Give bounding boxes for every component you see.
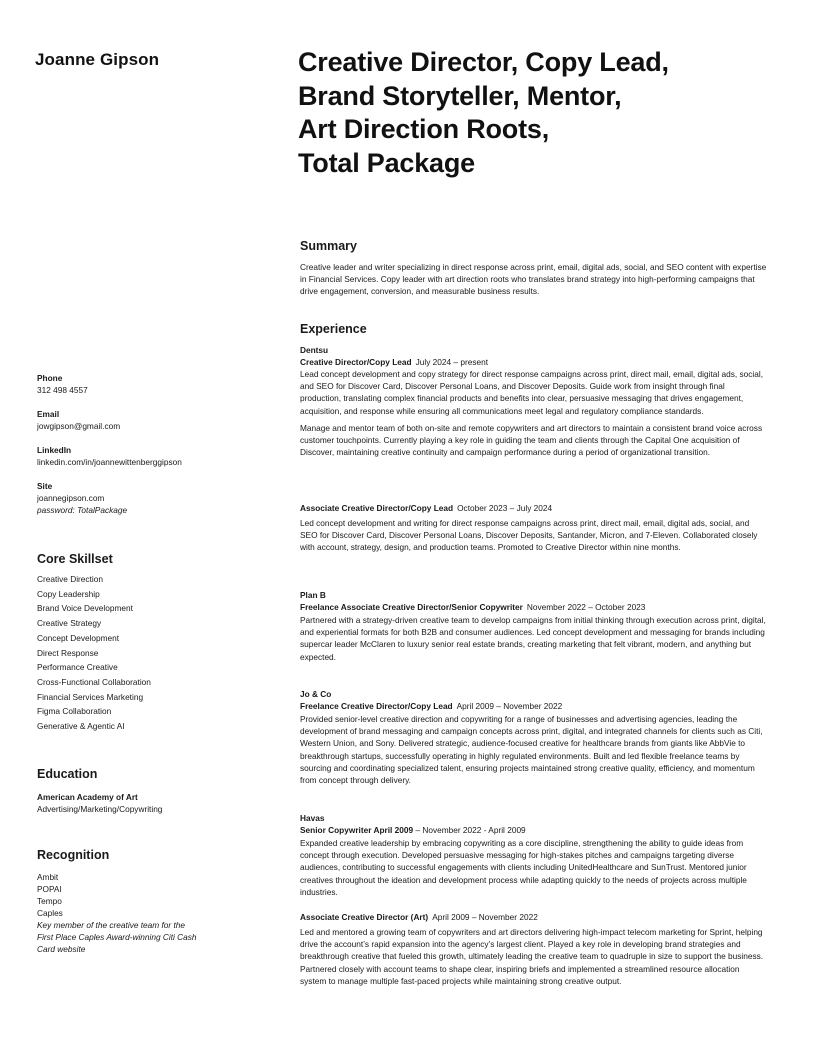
headline-line: Brand Storyteller, Mentor, bbox=[298, 80, 622, 111]
company-name: Plan B bbox=[300, 590, 326, 600]
linkedin-label: LinkedIn bbox=[37, 445, 72, 455]
headline-line: Creative Director, Copy Lead, bbox=[298, 47, 669, 77]
role-description: Expanded creative leadership by embracing copywriting as a core discipline, strengthening the ability to guide ideas from concept through execution. Developed persuasive messaging for high-stakes pitches and campaigns targeting diverse audiences, contributing to successful engagements with clients including UnitedHealthcare and SunTrust. Mentored junior creatives throughout the ideation and development process while adapting quickly to the needs of projects across multiple industries. bbox=[300, 838, 747, 897]
skill-item: Brand Voice Development bbox=[37, 603, 133, 614]
award-item: Tempo bbox=[37, 896, 62, 906]
education-heading: Education bbox=[37, 767, 98, 781]
summary-text: Creative leader and writer specializing in direct response across print, email, digital ads, social, and SEO content with expertise in Financial Services. Copy leader with art direction roots who translates brand strategy into high-performing campaigns that drive engagement, conversion, and measurable business results. bbox=[300, 262, 767, 297]
skill-item: Generative & Agentic AI bbox=[37, 721, 125, 732]
skill-item: Direct Response bbox=[37, 647, 99, 658]
role-title: Associate Creative Director/Copy Lead bbox=[300, 503, 454, 513]
headline-line: Art Direction Roots, bbox=[298, 114, 550, 144]
role-line bbox=[300, 700, 768, 712]
skill-item: Concept Development bbox=[37, 632, 120, 643]
recognition-heading: Recognition bbox=[37, 848, 110, 862]
recognition-list bbox=[37, 871, 267, 919]
role-title: Creative Director/Copy Lead bbox=[300, 357, 412, 367]
role-line bbox=[300, 911, 768, 923]
education-school: American Academy of Art bbox=[37, 792, 138, 802]
job-dentsu bbox=[300, 344, 768, 458]
skills-list bbox=[37, 572, 267, 734]
skills-heading: Core Skillset bbox=[37, 552, 113, 566]
contact-block bbox=[37, 372, 267, 396]
email-link[interactable]: jowgipson@gmail.com bbox=[37, 421, 121, 431]
role-description: Provided senior-level creative direction and copywriting for a range of businesses and advertising agencies, leading the development of brand messaging and campaign concepts across print, digital, and integrated channels for clients such as Citi, Western Union, and Sony. Delivered strategic, audience-focused creative for healthcare brands from giants like AbbVie to breakthrough startups, successfully operating in highly regulated environments. Built and led flexible freelance teams by sourcing and coordinating specialized talent, ensuring projects maintained strong creative quality, efficiency, and momentum from concept through delivery. bbox=[300, 714, 763, 786]
recognition-section bbox=[37, 847, 267, 955]
role-dates: October 2023 – July 2024 bbox=[457, 503, 553, 513]
role-description: Led and mentored a growing team of copywriters and art directors delivering high-impact telecom marketing for Sprint, helping drive the account’s rapid expansion into the agency’s largest client. Played a key role in developing brand strategies and breakthrough creative that fueled this growth, ultimately leading the creative team to quadruple in size to support the business. Partnered closely with account teams to shape clear, inspiring briefs and implemented a streamlined resource allocation system to manage multiple fast-paced projects while maintaining strong creative output. bbox=[300, 927, 764, 986]
phone-value[interactable]: 312 498 4557 bbox=[37, 385, 88, 395]
summary-heading: Summary bbox=[300, 239, 357, 253]
role-title: Freelance Creative Director/Copy Lead bbox=[300, 701, 453, 711]
role-title: Freelance Associate Creative Director/Senior Copywriter bbox=[300, 602, 523, 612]
company-name: Jo & Co bbox=[300, 689, 332, 699]
award-item: POPAI bbox=[37, 884, 62, 894]
role-dates: July 2024 – present bbox=[415, 357, 489, 367]
award-item: Ambit bbox=[37, 872, 59, 882]
role-dates: April 2009 – November 2022 bbox=[432, 912, 538, 922]
candidate-name: Joanne Gipson bbox=[35, 50, 160, 69]
role-description: Manage and mentor team of both on-site and remote copywriters and art directors to maintain a consistent brand voice across customer touchpoints. Currently playing a key role in guiding the team and clients through the Capital One acquisition of Discover, maintaining creative continuity and campaign performance during a period of organizational transition. bbox=[300, 422, 763, 458]
role-description: Lead concept development and copy strategy for direct response campaigns across print, direct mail, email, digital ads, social, and SEO for Discover Card, Discover Personal Loans, and Discover Deposits. Guide work from insight through final production, translating complex financial products and benefits into clear, persuasive messaging that drives engagement, acquisition, and response while ensuring all communications meet legal and regulatory compliance standards. bbox=[300, 369, 764, 416]
role-line bbox=[300, 502, 768, 514]
experience-heading-block bbox=[300, 321, 768, 337]
email-block bbox=[37, 408, 267, 432]
skill-item: Figma Collaboration bbox=[37, 706, 112, 717]
summary-section bbox=[300, 238, 768, 298]
role-line bbox=[300, 601, 768, 613]
job-havas bbox=[300, 812, 768, 898]
skill-item: Financial Services Marketing bbox=[37, 691, 144, 702]
job-joco bbox=[300, 688, 768, 786]
skill-item: Performance Creative bbox=[37, 662, 118, 673]
job-dentsu-acd bbox=[300, 502, 768, 554]
skill-item: Cross-Functional Collaboration bbox=[37, 676, 151, 687]
site-block bbox=[37, 480, 267, 516]
skills-section bbox=[37, 551, 267, 734]
site-password: password: TotalPackage bbox=[37, 505, 128, 515]
phone-label: Phone bbox=[37, 373, 63, 383]
role-description: Led concept development and writing for direct response campaigns across print, direct mail, email, digital ads, social, and SEO for Discover Card, Discover Personal Loans, Discover Deposits, Santander, Micron, and 7-Eleven. Collaborated closely with account, strategy, design, and production teams. Promoted to Creative Director within nine months. bbox=[300, 518, 758, 553]
headline bbox=[298, 46, 778, 180]
site-link[interactable]: joannegipson.com bbox=[37, 493, 105, 503]
linkedin-link[interactable]: linkedin.com/in/joannewittenberggipson bbox=[37, 457, 182, 467]
email-label: Email bbox=[37, 409, 60, 419]
recognition-note: Key member of the creative team for the First Place Caples Award-winning Citi Cash Card website bbox=[37, 920, 197, 954]
education-program: Advertising/Marketing/Copywriting bbox=[37, 804, 163, 814]
skill-item: Creative Strategy bbox=[37, 618, 102, 629]
role-dates: April 2009 – November 2022 bbox=[456, 701, 563, 711]
skill-item: Copy Leadership bbox=[37, 588, 100, 599]
role-dates: November 2022 – October 2023 bbox=[526, 602, 646, 612]
role-description: Partnered with a strategy-driven creative team to develop campaigns from initial thinking through execution across print, digital, and experiential formats for both B2B and consumer audiences. Led concept development and messaging for brands including supercar leader McClaren to luxury senior real estate brands, creating marketing that felt vibrant, modern, and anything but expected. bbox=[300, 615, 766, 662]
company-name: Dentsu bbox=[300, 345, 329, 355]
role-line bbox=[300, 356, 768, 368]
experience-heading: Experience bbox=[300, 322, 367, 336]
headline-line: Total Package bbox=[298, 147, 475, 178]
linkedin-block bbox=[37, 444, 267, 468]
role-line bbox=[300, 824, 768, 836]
role-dates: – November 2022 - April 2009 bbox=[415, 825, 526, 835]
role-title: Associate Creative Director (Art) bbox=[300, 912, 429, 922]
award-item: Caples bbox=[37, 908, 63, 918]
education-section bbox=[37, 766, 267, 815]
role-title: Senior Copywriter April 2009 bbox=[300, 825, 414, 835]
job-havas-acd bbox=[300, 911, 768, 987]
job-planb bbox=[300, 589, 768, 663]
skill-item: Creative Direction bbox=[37, 574, 103, 584]
company-name: Havas bbox=[300, 813, 325, 823]
site-label: Site bbox=[37, 481, 53, 491]
